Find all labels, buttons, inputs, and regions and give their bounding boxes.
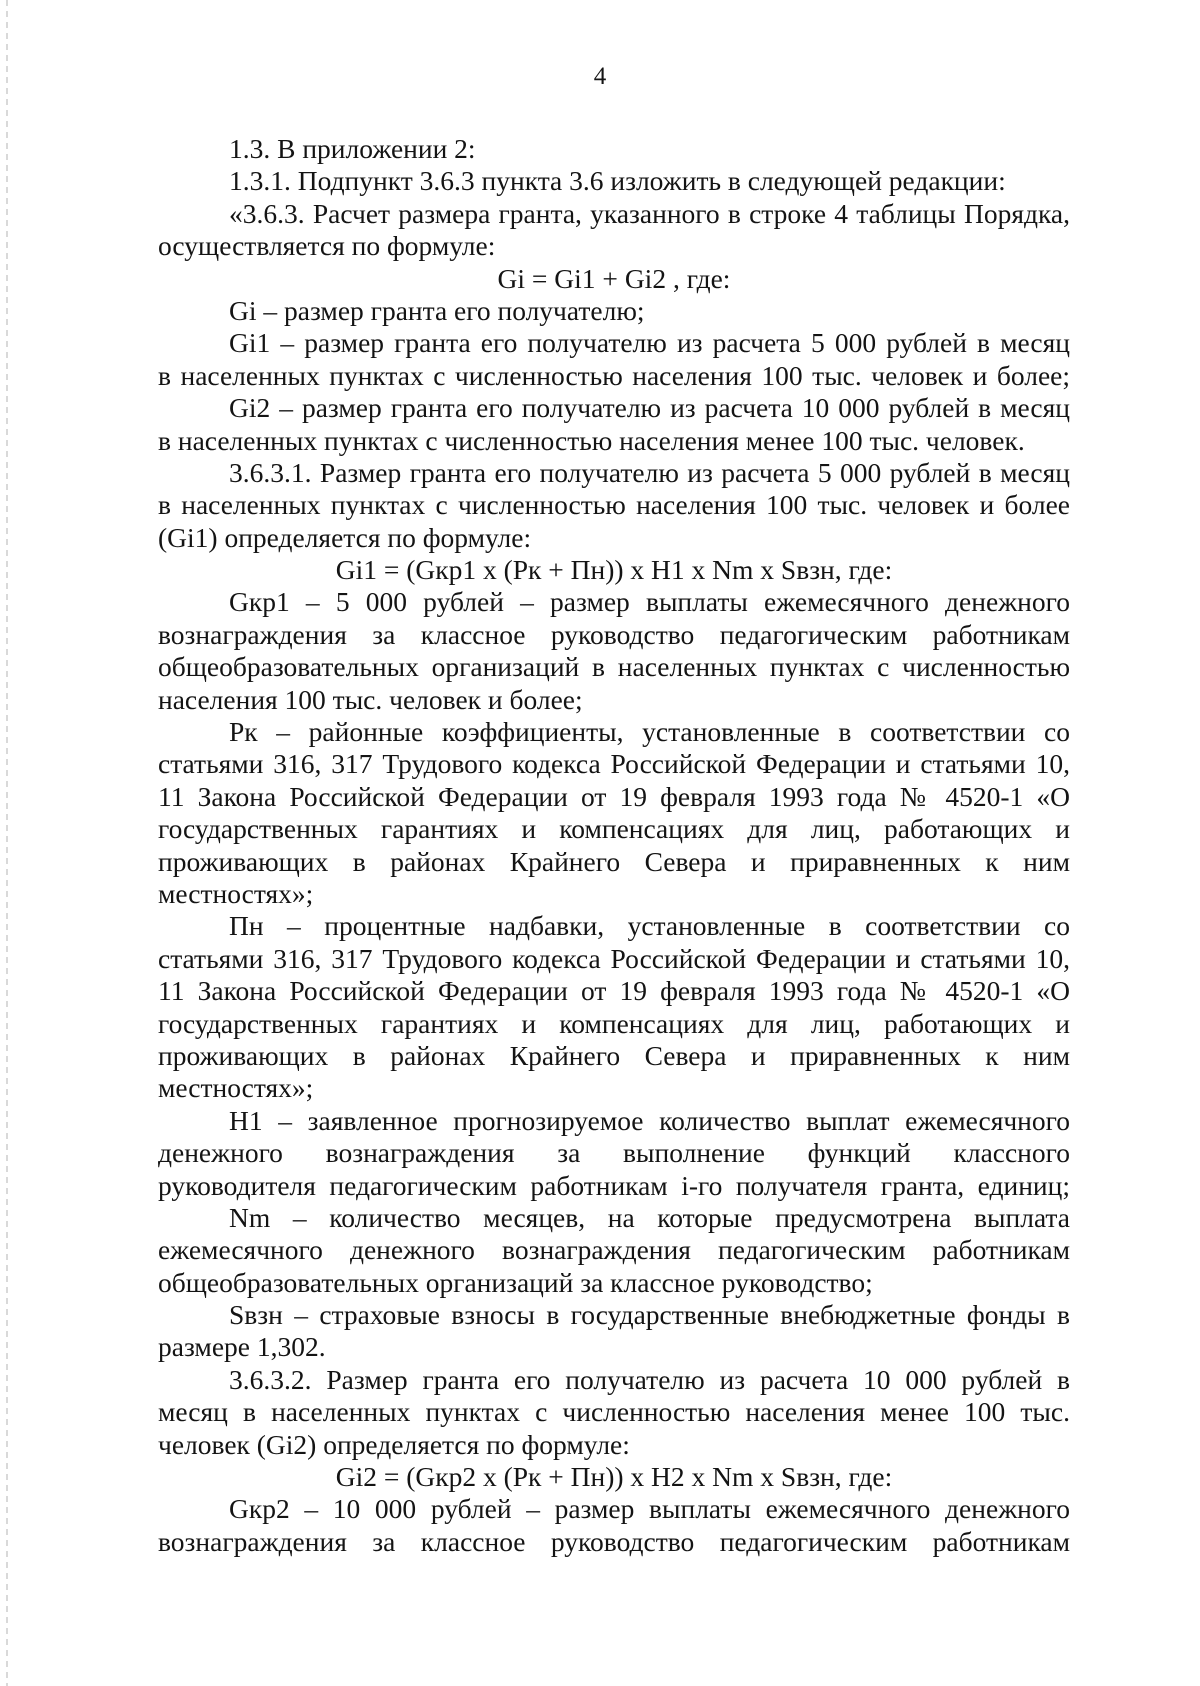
text-line: 1.3.1. Подпункт 3.6.3 пункта 3.6 изложить в следующей редакции: xyxy=(229,165,1006,197)
text-line: общеобразовательных организаций за классное руководство; xyxy=(158,1266,873,1298)
text-line: Gi2 – размер гранта его получателю из расчета 10 000 рублей в месяц xyxy=(229,392,1070,424)
text-line: государственных гарантиях и компенсациях для лиц, работающих и xyxy=(158,813,1070,845)
text-line: (Gi1) определяется по формуле: xyxy=(158,521,532,553)
text-line: 11 Закона Российской Федерации от 19 февраля 1993 года № 4520-1 «О xyxy=(158,975,1070,1007)
text-line: 3.6.3.1. Размер гранта его получателю из расчета 5 000 рублей в месяц xyxy=(229,456,1070,488)
text-line: вознаграждения за классное руководство педагогическим работникам xyxy=(158,618,1070,650)
text-line: Gкр2 – 10 000 рублей – размер выплаты ежемесячного денежного xyxy=(229,1493,1070,1525)
text-line: денежного вознаграждения за выполнение функций классного xyxy=(158,1137,1070,1169)
text-line: Gi – размер гранта его получателю; xyxy=(229,294,645,326)
scan-edge-artifact xyxy=(6,0,8,1686)
text-line: Н1 – заявленное прогнозируемое количество выплат ежемесячного xyxy=(229,1104,1070,1136)
text-line: человек (Gi2) определяется по формуле: xyxy=(158,1428,630,1460)
text-line: осуществляется по формуле: xyxy=(158,230,496,262)
text-line: в населенных пунктах с численностью населения менее 100 тыс. человек. xyxy=(158,424,1025,456)
formula-line: Gi2 = (Gкр2 х (Рк + Пн)) х Н2 х Nm х Sвзн, где: xyxy=(335,1461,893,1493)
text-line: месяц в населенных пунктах с численностью населения менее 100 тыс. xyxy=(158,1396,1070,1428)
text-line: статьями 316, 317 Трудового кодекса Российской Федерации и статьями 10, xyxy=(158,942,1070,974)
text-line: руководителя педагогическим работникам i-го получателя гранта, единиц; xyxy=(158,1169,1070,1201)
text-line: Gi1 – размер гранта его получателю из расчета 5 000 рублей в месяц xyxy=(229,327,1070,359)
text-line: 3.6.3.2. Размер гранта его получателю из расчета 10 000 рублей в xyxy=(229,1363,1070,1395)
formula-line: Gi1 = (Gкр1 х (Рк + Пн)) х Н1 х Nm х Sвзн, где: xyxy=(335,554,893,586)
text-line: Nm – количество месяцев, на которые предусмотрена выплата xyxy=(229,1201,1070,1233)
text-line: ежемесячного денежного вознаграждения педагогическим работникам xyxy=(158,1234,1070,1266)
formula-line: Gi = Gi1 + Gi2 , где: xyxy=(497,262,731,294)
text-line: проживающих в районах Крайнего Севера и приравненных к ним xyxy=(158,1039,1070,1071)
text-line: 11 Закона Российской Федерации от 19 февраля 1993 года № 4520-1 «О xyxy=(158,780,1070,812)
text-line: населения 100 тыс. человек и более; xyxy=(158,683,583,715)
text-line: Gкр1 – 5 000 рублей – размер выплаты ежемесячного денежного xyxy=(229,586,1070,618)
document-body xyxy=(158,133,1070,1558)
text-line: государственных гарантиях и компенсациях для лиц, работающих и xyxy=(158,1007,1070,1039)
text-line: проживающих в районах Крайнего Севера и приравненных к ним xyxy=(158,845,1070,877)
text-line: «3.6.3. Расчет размера гранта, указанного в строке 4 таблицы Порядка, xyxy=(229,197,1070,229)
text-line: местностях»; xyxy=(158,877,314,909)
text-line: Sвзн – страховые взносы в государственные внебюджетные фонды в xyxy=(229,1299,1070,1331)
page-number: 4 xyxy=(593,63,607,90)
text-line: в населенных пунктах с численностью населения 100 тыс. человек и более; xyxy=(158,359,1070,391)
text-line: 1.3. В приложении 2: xyxy=(229,133,476,164)
text-line: статьями 316, 317 Трудового кодекса Российской Федерации и статьями 10, xyxy=(158,748,1070,780)
text-line: Пн – процентные надбавки, установленные в соответствии со xyxy=(229,910,1070,942)
text-line: размере 1,302. xyxy=(158,1331,326,1363)
text-line: вознаграждения за классное руководство педагогическим работникам xyxy=(158,1525,1070,1557)
text-line: общеобразовательных организаций в населенных пунктах с численностью xyxy=(158,651,1070,683)
text-line: местностях»; xyxy=(158,1072,314,1104)
text-line: Рк – районные коэффициенты, установленные в соответствии со xyxy=(229,716,1070,748)
text-line: в населенных пунктах с численностью населения 100 тыс. человек и более xyxy=(158,489,1070,521)
